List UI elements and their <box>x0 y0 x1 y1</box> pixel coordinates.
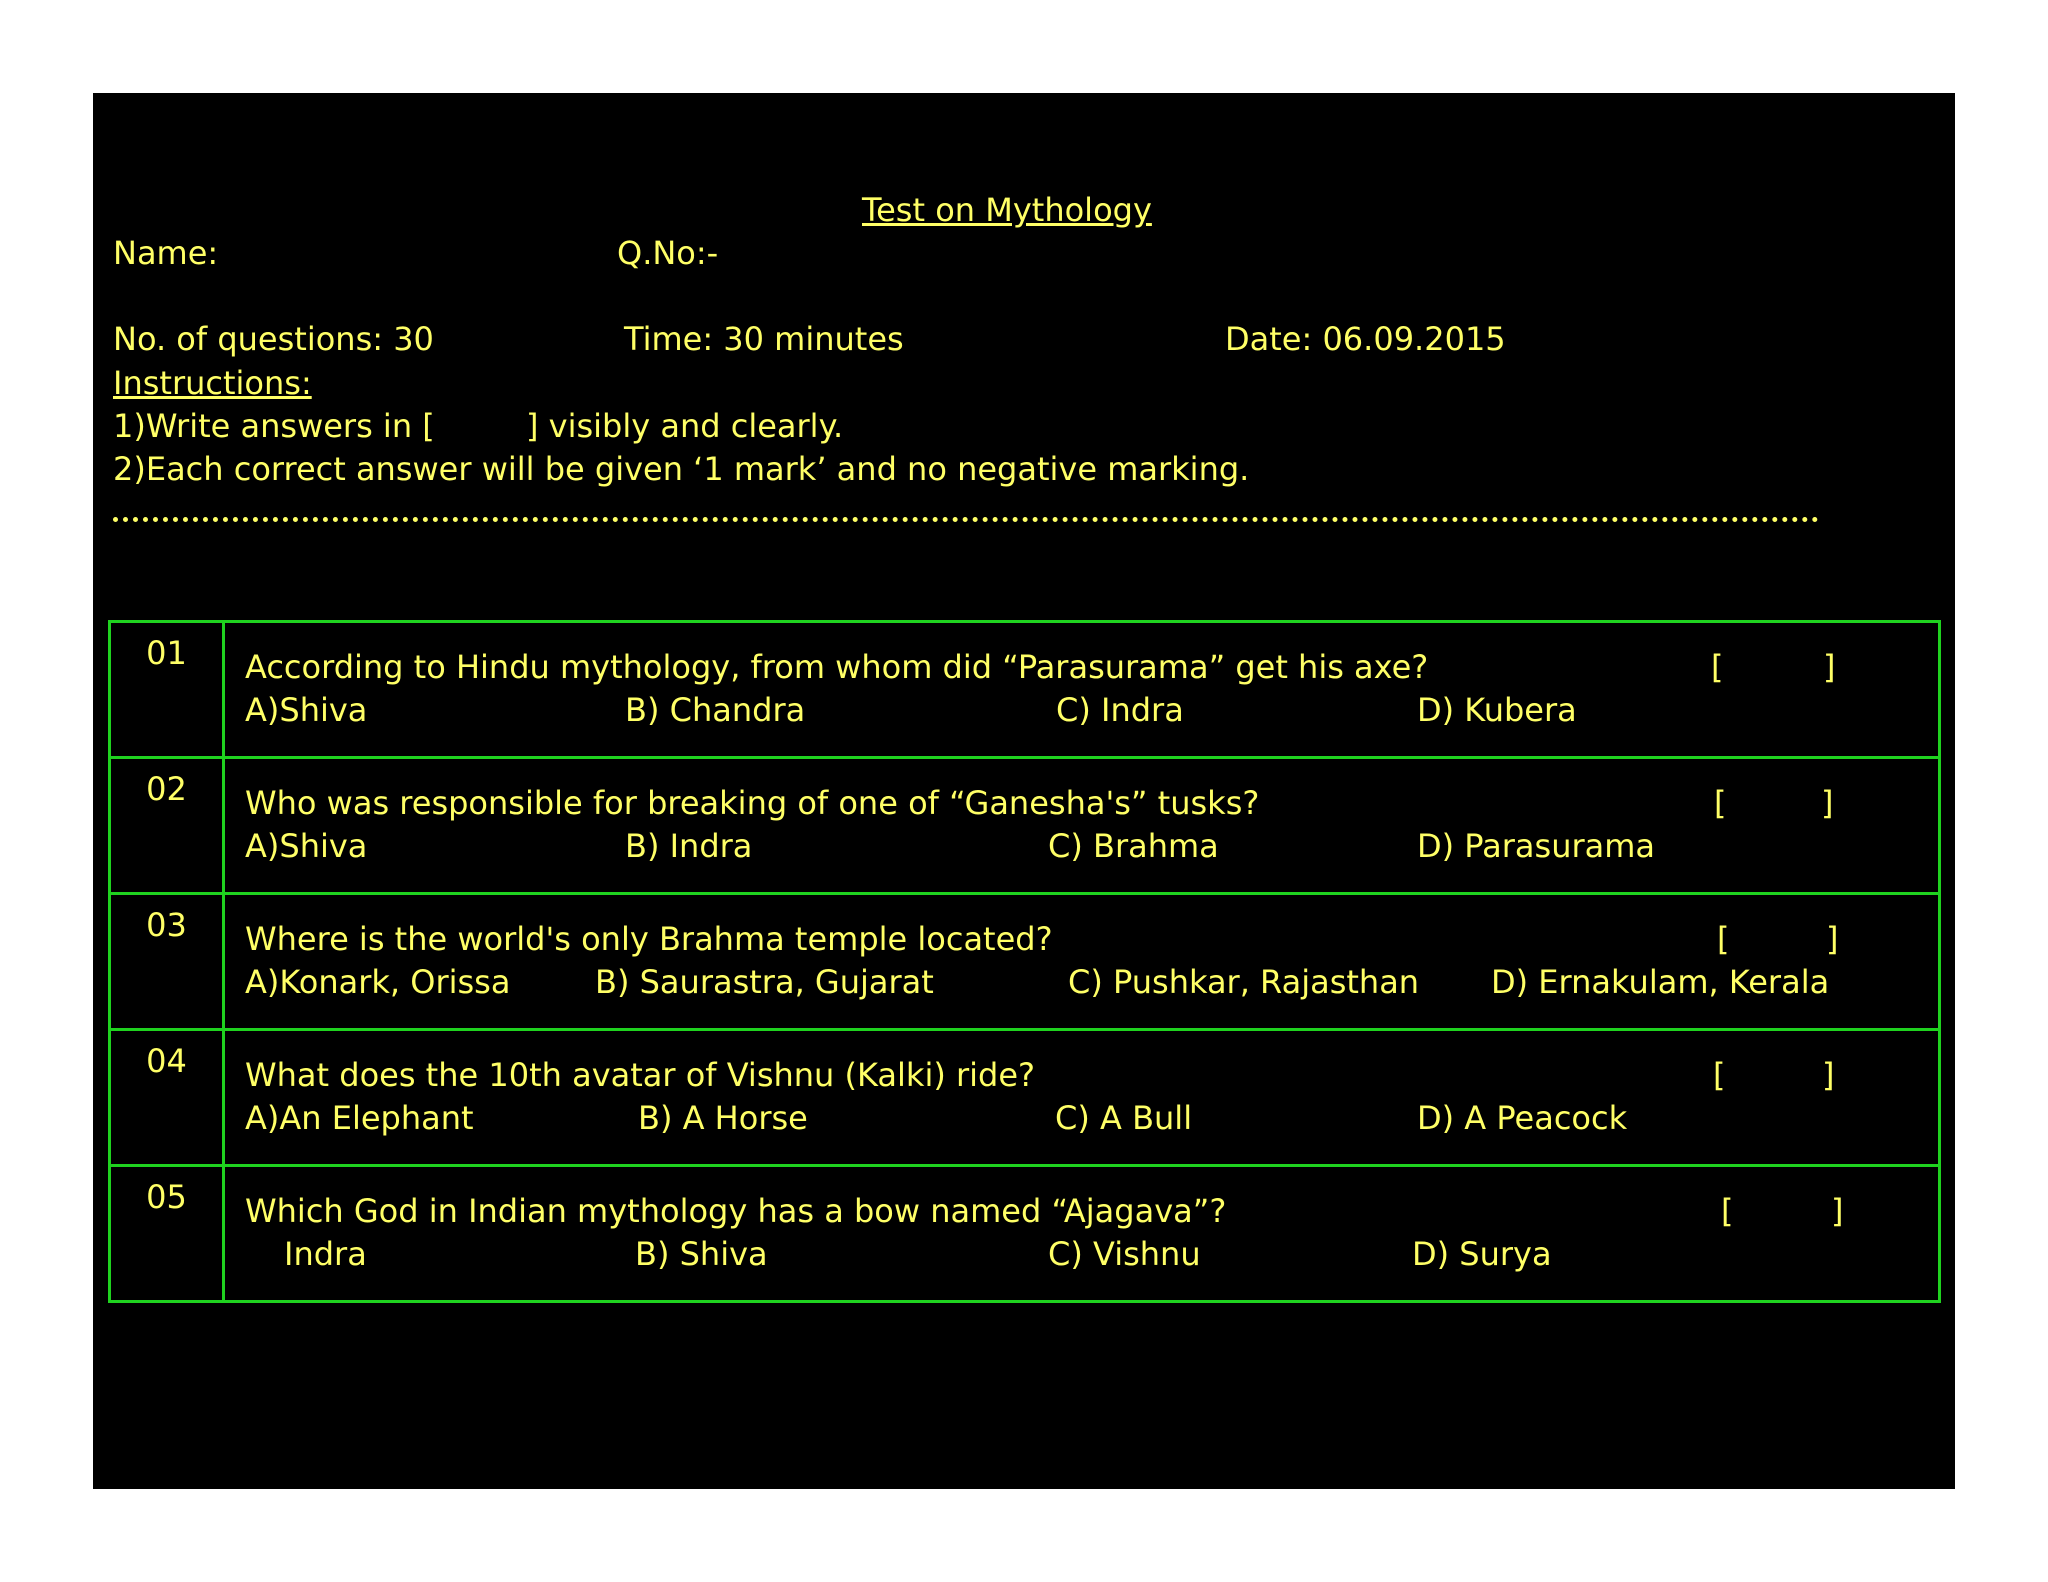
question-number-cell <box>110 894 224 1030</box>
answer-bracket-open: [ <box>1721 1192 1734 1230</box>
instructions-heading: Instructions: <box>113 364 312 402</box>
option-c: C) Pushkar, Rajasthan <box>1068 963 1420 1001</box>
question-text: Who was responsible for breaking of one of “Ganesha's” tusks? <box>245 784 1260 822</box>
question-cell <box>224 758 1940 894</box>
question-row <box>110 894 1940 1030</box>
option-b: B) Indra <box>625 827 753 865</box>
separator-line <box>113 517 1819 522</box>
instruction-1-start: 1)Write answers in [ <box>113 407 435 445</box>
option-c: C) Brahma <box>1048 827 1219 865</box>
question-text: Where is the world's only Brahma temple located? <box>245 920 1053 958</box>
option-d: D) Kubera <box>1417 691 1577 729</box>
answer-bracket-open: [ <box>1714 784 1727 822</box>
question-number-cell <box>110 622 224 758</box>
answer-bracket-close: ] <box>1826 920 1839 958</box>
num-questions: No. of questions: 30 <box>113 320 434 358</box>
question-number: 05 <box>146 1178 187 1216</box>
question-text: Which God in Indian mythology has a bow named “Ajagava”? <box>245 1192 1227 1230</box>
question-number: 04 <box>146 1042 187 1080</box>
question-cell <box>224 1030 1940 1166</box>
time-info: Time: 30 minutes <box>624 320 904 358</box>
question-cell <box>224 622 1940 758</box>
qno-label: Q.No:- <box>617 234 719 272</box>
question-row <box>110 622 1940 758</box>
option-a: Indra <box>284 1235 367 1273</box>
questions-table <box>108 620 1941 1303</box>
option-b: B) Shiva <box>635 1235 768 1273</box>
answer-bracket-open: [ <box>1717 920 1730 958</box>
option-a: A)An Elephant <box>245 1099 474 1137</box>
name-label: Name: <box>113 234 219 272</box>
question-cell <box>224 894 1940 1030</box>
question-number: 02 <box>146 770 187 808</box>
question-number-cell <box>110 1030 224 1166</box>
question-text: According to Hindu mythology, from whom did “Parasurama” get his axe? <box>245 648 1429 686</box>
question-text: What does the 10th avatar of Vishnu (Kalki) ride? <box>245 1056 1036 1094</box>
instruction-1-end: ] visibly and clearly. <box>526 407 844 445</box>
answer-bracket-close: ] <box>1822 1056 1835 1094</box>
question-row <box>110 1166 1940 1302</box>
question-number-cell <box>110 758 224 894</box>
page-title: Test on Mythology <box>862 191 1152 229</box>
option-d: D) Parasurama <box>1417 827 1656 865</box>
answer-bracket-close: ] <box>1821 784 1834 822</box>
option-a: A)Shiva <box>245 691 368 729</box>
answer-bracket-close: ] <box>1831 1192 1844 1230</box>
question-cell <box>224 1166 1940 1302</box>
question-row <box>110 758 1940 894</box>
question-number-cell <box>110 1166 224 1302</box>
option-b: B) Saurastra, Gujarat <box>595 963 934 1001</box>
instruction-2: 2)Each correct answer will be given ‘1 mark’ and no negative marking. <box>113 450 1250 488</box>
answer-bracket-close: ] <box>1823 648 1836 686</box>
option-d: D) Surya <box>1412 1235 1552 1273</box>
option-b: B) A Horse <box>638 1099 808 1137</box>
question-row <box>110 1030 1940 1166</box>
option-a: A)Konark, Orissa <box>245 963 511 1001</box>
answer-bracket-open: [ <box>1711 648 1724 686</box>
option-a: A)Shiva <box>245 827 368 865</box>
answer-bracket-open: [ <box>1713 1056 1726 1094</box>
question-number: 03 <box>146 906 187 944</box>
option-c: C) Indra <box>1056 691 1184 729</box>
option-c: C) Vishnu <box>1048 1235 1201 1273</box>
option-d: D) Ernakulam, Kerala <box>1491 963 1830 1001</box>
question-number: 01 <box>146 634 187 672</box>
option-c: C) A Bull <box>1055 1099 1193 1137</box>
date-info: Date: 06.09.2015 <box>1225 320 1506 358</box>
option-d: D) A Peacock <box>1417 1099 1628 1137</box>
option-b: B) Chandra <box>625 691 806 729</box>
